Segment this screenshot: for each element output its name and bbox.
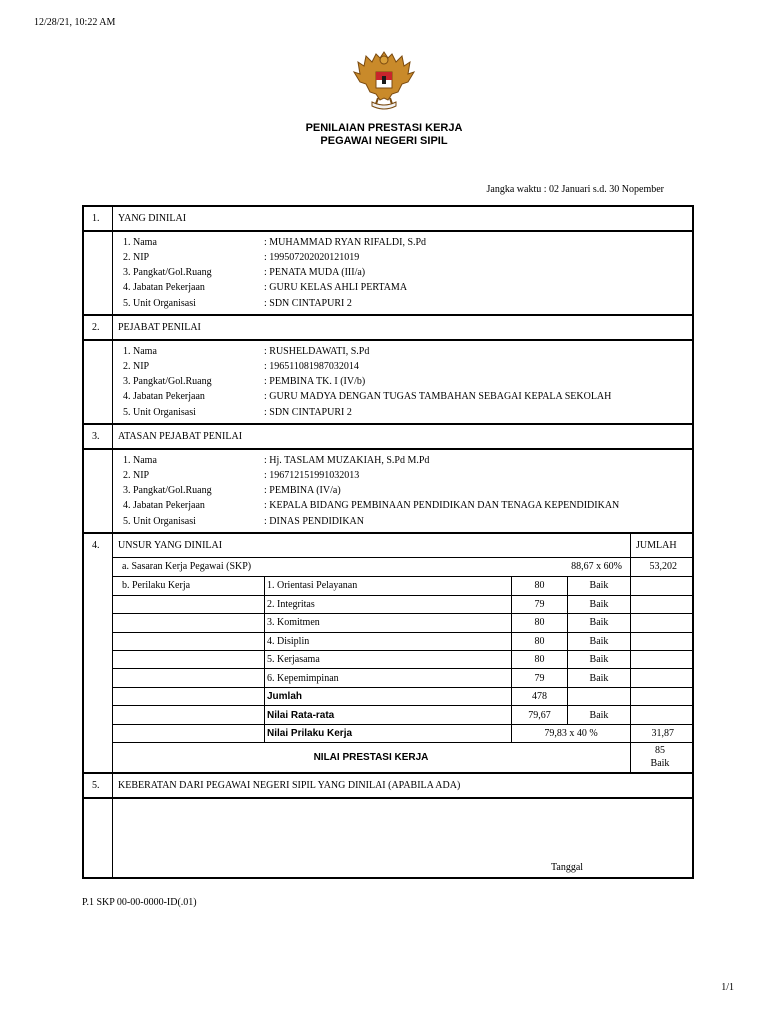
field-value: : KEPALA BIDANG PEMBINAAN PENDIDIKAN DAN TENAGA KEPENDIDIKAN: [264, 500, 620, 511]
behavior-name: 6. Kepemimpinan: [267, 673, 339, 684]
field-value: : GURU MADYA DENGAN TUGAS TAMBAHAN SEBAGAI KEPALA SEKOLAH: [264, 391, 612, 402]
document-subtitle: PEGAWAI NEGERI SIPIL: [320, 135, 448, 147]
behavior-score: 79: [534, 673, 545, 684]
skp-total: 53,202: [649, 561, 677, 572]
field-label: 1. Nama: [123, 237, 157, 248]
perilaku-label: b. Perilaku Kerja: [122, 580, 191, 591]
field-value: : PEMBINA TK. I (IV/b): [264, 376, 366, 387]
nilai-prestasi-kerja-label: NILAI PRESTASI KERJA: [313, 752, 429, 763]
behavior-grade: Baik: [589, 617, 609, 628]
behavior-score: 80: [534, 654, 545, 665]
field-label: 5. Unit Organisasi: [123, 407, 196, 418]
field-label: 2. NIP: [123, 361, 150, 372]
section-number: 1.: [92, 213, 100, 224]
page-number: 1/1: [721, 982, 734, 993]
behavior-score: 80: [534, 636, 545, 647]
behavior-score: 80: [534, 617, 545, 628]
field-value: : 199507202020121019: [264, 252, 360, 263]
section-number: 5.: [92, 780, 100, 791]
behavior-score: 80: [534, 580, 545, 591]
behavior-grade: Baik: [589, 599, 609, 610]
section-title-atasan-pejabat-penilai: ATASAN PEJABAT PENILAI: [118, 431, 243, 442]
skp-label: a. Sasaran Kerja Pegawai (SKP): [122, 561, 252, 572]
document-title: PENILAIAN PRESTASI KERJA: [305, 122, 463, 134]
field-label: 4. Jabatan Pekerjaan: [123, 282, 205, 293]
field-value: : DINAS PENDIDIKAN: [264, 516, 364, 527]
field-label: 4. Jabatan Pekerjaan: [123, 500, 205, 511]
field-value: : 196511081987032014: [264, 361, 359, 372]
behavior-score: 79: [534, 599, 545, 610]
prilaku-kerja-label: Nilai Prilaku Kerja: [267, 728, 353, 739]
nilai-prestasi-kerja-grade: Baik: [650, 758, 670, 769]
behavior-name: 1. Orientasi Pelayanan: [267, 580, 358, 591]
field-label: 1. Nama: [123, 346, 157, 357]
section-number: 3.: [92, 431, 100, 442]
skp-formula: 88,67 x 60%: [571, 561, 622, 572]
rata-rata-grade: Baik: [589, 710, 609, 721]
behavior-grade: Baik: [589, 580, 609, 591]
section-title-unsur-yang-dinilai: UNSUR YANG DINILAI: [118, 540, 223, 551]
field-label: 3. Pangkat/Gol.Ruang: [123, 376, 212, 387]
field-value: : MUHAMMAD RYAN RIFALDI, S.Pd: [264, 237, 427, 248]
field-label: 3. Pangkat/Gol.Ruang: [123, 267, 212, 278]
behavior-name: 5. Kerjasama: [267, 654, 320, 665]
field-value: : 196712151991032013: [264, 470, 360, 481]
section-title-pejabat-penilai: PEJABAT PENILAI: [118, 322, 201, 333]
field-value: : RUSHELDAWATI, S.Pd: [264, 346, 370, 357]
field-value: : SDN CINTAPURI 2: [264, 407, 352, 418]
field-label: 5. Unit Organisasi: [123, 516, 196, 527]
field-label: 4. Jabatan Pekerjaan: [123, 391, 205, 402]
behavior-grade: Baik: [589, 636, 609, 647]
field-label: 2. NIP: [123, 470, 150, 481]
garuda-emblem-icon: [352, 48, 416, 114]
behavior-grade: Baik: [589, 673, 609, 684]
tanggal-label: Tanggal: [551, 862, 584, 873]
field-label: 5. Unit Organisasi: [123, 298, 196, 309]
jumlah-value: 478: [532, 691, 547, 702]
behavior-name: 3. Komitmen: [267, 617, 320, 628]
behavior-name: 4. Disiplin: [267, 636, 310, 647]
rata-rata-value: 79,67: [528, 710, 551, 721]
section-number: 4.: [92, 540, 100, 551]
behavior-grade: Baik: [589, 654, 609, 665]
jumlah-header: JUMLAH: [636, 540, 677, 551]
field-value: : PEMBINA (IV/a): [264, 485, 341, 496]
rata-rata-label: Nilai Rata-rata: [267, 710, 335, 721]
nilai-prestasi-kerja-value: 85: [655, 745, 665, 756]
field-label: 2. NIP: [123, 252, 150, 263]
field-value: : PENATA MUDA (III/a): [264, 267, 366, 278]
section-title-yang-dinilai: YANG DINILAI: [118, 213, 187, 224]
assessment-period: Jangka waktu : 02 Januari s.d. 30 Nopember: [486, 184, 664, 195]
field-label: 3. Pangkat/Gol.Ruang: [123, 485, 212, 496]
form-code: P.1 SKP 00-00-0000-ID(.01): [82, 897, 197, 908]
field-value: : GURU KELAS AHLI PERTAMA: [264, 282, 408, 293]
field-label: 1. Nama: [123, 455, 157, 466]
prilaku-kerja-total: 31,87: [651, 728, 674, 739]
section-title-keberatan: KEBERATAN DARI PEGAWAI NEGERI SIPIL YANG DINILAI (APABILA ADA): [118, 780, 461, 791]
print-timestamp: 12/28/21, 10:22 AM: [34, 17, 116, 28]
behavior-name: 2. Integritas: [267, 599, 315, 610]
jumlah-label: Jumlah: [267, 691, 303, 702]
field-value: : SDN CINTAPURI 2: [264, 298, 352, 309]
section-number: 2.: [92, 322, 100, 333]
field-value: : Hj. TASLAM MUZAKIAH, S.Pd M.Pd: [264, 455, 430, 466]
prilaku-kerja-formula: 79,83 x 40 %: [544, 728, 598, 739]
